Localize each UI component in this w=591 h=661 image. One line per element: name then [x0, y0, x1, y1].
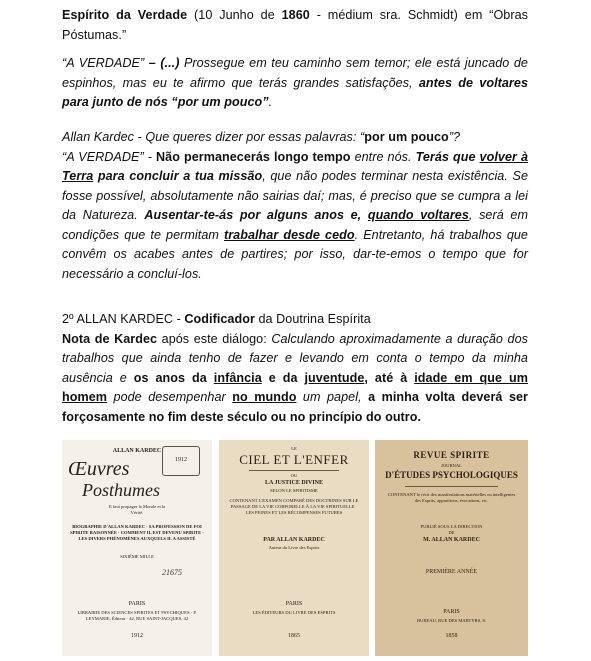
cover-body: CONTENANT L'EXAMEN COMPARÉ DES DOCTRINES SUR LE PASSAGE DE LA VIE CORPORELLE À LA VIE SPIRITUELLE · LES PEINES ET LES RÉCOMPENSES FUTURES — [229, 498, 359, 515]
cover-ciel-et-enfer — [219, 440, 369, 656]
text-span: , que não podes terminar nesta existência. Se fosse possível, absolutamente não sairias daí; mas, é preciso que se cumpra a lei da Natureza. — [62, 169, 528, 222]
cover-epigraph: Il faut propager la Morale et la Vérité. — [108, 504, 166, 515]
cover-author-sub: Auteur du Livre des Esprits — [268, 545, 320, 550]
emphasis-span: a minha volta deverá ser forçosamente no fim deste século ou no princípio do outro. — [62, 390, 528, 424]
library-stamp — [162, 446, 200, 476]
emphasis-span: Terás que — [415, 149, 480, 164]
cover-subtitle-2: SELON LE SPIRITISME — [270, 488, 318, 493]
cover-author: PAR ALLAN KARDEC — [263, 537, 325, 543]
text-span: (10 Junho de — [187, 8, 282, 22]
cover-sub-ou: OU — [290, 473, 298, 478]
underlined-span: no mundo — [232, 390, 297, 404]
underlined-span: quando voltares — [367, 208, 469, 222]
text-span: , será em condições que te permitam — [62, 208, 528, 242]
text-span: . Entretanto, há trabalhos que convêm os acabes antes de partires; por isso, dar-te-emos o tempo que for necessário a concluí-los. — [62, 227, 528, 281]
cover-title-2: D'ÉTUDES PSYCHOLOGIQUES — [385, 470, 518, 480]
cover-publisher: LES ÉDITEURS DU LIVRE DES ESPRITS — [252, 610, 336, 615]
spirit-name: Espírito da Verdade — [62, 8, 188, 22]
underlined-span: trabalhar desde cedo — [223, 227, 355, 242]
question-text: Allan Kardec - Que queres dizer por essas palavras: “ — [62, 130, 365, 144]
cover-revue-spirite — [375, 440, 528, 656]
cover-year: 1865 — [288, 633, 300, 639]
text-span: Prossegue em teu caminho sem temor; ele está juncado de espinhos, mas eu te afirmo que terás grandes satisfações, — [62, 56, 528, 90]
cover-year: 1858 — [445, 633, 458, 639]
divider — [249, 470, 339, 471]
cover-publisher: LIBRAIRIE DES SCIENCES SPIRITES ET PSYCHIQUES · P. LEYMARIE, Éditeur · 42, RUE SAINT-JACQUES, 42 — [77, 610, 197, 621]
book-covers-strip — [62, 440, 528, 656]
emphasis-span: Codificador — [184, 312, 255, 326]
cover-bio: BIOGRAPHIE D'ALLAN KARDEC · SA PROFESSION DE FOI SPIRITE RAISONNÉE · COMMENT IL EST DEVENU SPIRITE · LES DIVERS PHÉNOMÈNES AUXQUELS IL A ASSISTÉ — [70, 524, 204, 541]
cover-city: PARIS — [128, 601, 146, 607]
underlined-span: juventude — [304, 370, 365, 385]
cover-publisher: BUREAU, RUE DES MARTYRS, 8. — [416, 618, 487, 623]
paragraph-kardec-note — [62, 310, 528, 427]
emphasis-return: antes de voltares para junto de nós “por um pouco” — [62, 75, 528, 109]
year-1860: 1860 — [281, 8, 310, 22]
paragraph-dialogue — [62, 128, 528, 284]
divider — [405, 486, 498, 487]
emphasis-span: para concluir a tua missão — [93, 169, 263, 183]
underlined-span: infância — [213, 370, 262, 385]
cover-subtitle: LA JUSTICE DIVINE — [264, 480, 324, 486]
cover-title: CIEL ET L'ENFER — [239, 452, 349, 467]
emphasis-span: e da — [261, 370, 305, 385]
stamp-year: 1912 — [175, 457, 187, 463]
cover-title-line1: Œuvres — [68, 458, 130, 480]
paragraph-source — [62, 6, 528, 45]
cover-title-line2: Posthumes — [82, 480, 160, 500]
emphasis-span: Ausentar-te-ás por alguns anos e, — [144, 208, 368, 222]
text-span: Calculando aproximadamente a duração dos trabalhos que ainda tenho de fazer e levando em conta o tempo da minha ausência e — [62, 331, 528, 385]
speaker-label: “A VERDADE” — [62, 56, 145, 70]
text-span: um papel, — [296, 390, 369, 404]
cover-edition: SIXIÈME MILLE — [120, 554, 154, 559]
heading-kardec: 2º ALLAN KARDEC - — [62, 312, 185, 326]
emphasis-span: , até à — [364, 370, 415, 385]
cover-editor-b: DE — [448, 530, 455, 535]
speaker-label: “A VERDADE” — [62, 149, 144, 164]
handwritten-number: 21675 — [162, 568, 182, 577]
text-span: pode desempenhar — [107, 390, 233, 404]
paragraph-message — [62, 54, 528, 113]
emphasis-span: Não permanecerás longo tempo — [156, 149, 351, 164]
cover-editor-a: PUBLIÉ SOUS LA DIRECTION — [420, 524, 483, 529]
cover-author: ALLAN KARDEC — [112, 448, 162, 454]
text-span: - médium sra. Schmidt) em “Obras Póstumas.” — [62, 8, 529, 42]
emphasis-por-um-pouco: por um pouco — [364, 130, 449, 144]
text-span: – (...) — [144, 56, 184, 70]
cover-journal: JOURNAL — [441, 463, 462, 468]
cover-city: PARIS — [285, 601, 303, 607]
cover-year-label: PREMIÈRE ANNÉE — [425, 569, 478, 575]
note-label: Nota de Kardec — [62, 331, 158, 346]
underlined-span: idade em que um homem — [62, 370, 529, 404]
text-span: - — [143, 149, 156, 164]
emphasis-span: os anos da — [133, 370, 214, 385]
text-span: da Doutrina Espírita — [254, 312, 371, 326]
cover-title-le: LE — [291, 446, 297, 451]
text-span: . — [268, 95, 273, 109]
text-span: após este diálogo: — [157, 331, 272, 346]
cover-oeuvres-posthumes — [62, 440, 212, 656]
text-span: entre nós. — [350, 149, 416, 164]
cover-editor: M. ALLAN KARDEC — [423, 537, 480, 543]
cover-title: REVUE SPIRITE — [413, 450, 490, 460]
cover-year: 1912 — [131, 633, 143, 639]
cover-city: PARIS — [443, 609, 460, 615]
underlined-span: volver à Terra — [62, 149, 529, 183]
cover-body: CONTENANT le récit des manifestations matérielles ou intelligentes des Esprits, apparitions, évocations, etc. — [387, 492, 516, 503]
text-span: ”? — [448, 130, 461, 144]
